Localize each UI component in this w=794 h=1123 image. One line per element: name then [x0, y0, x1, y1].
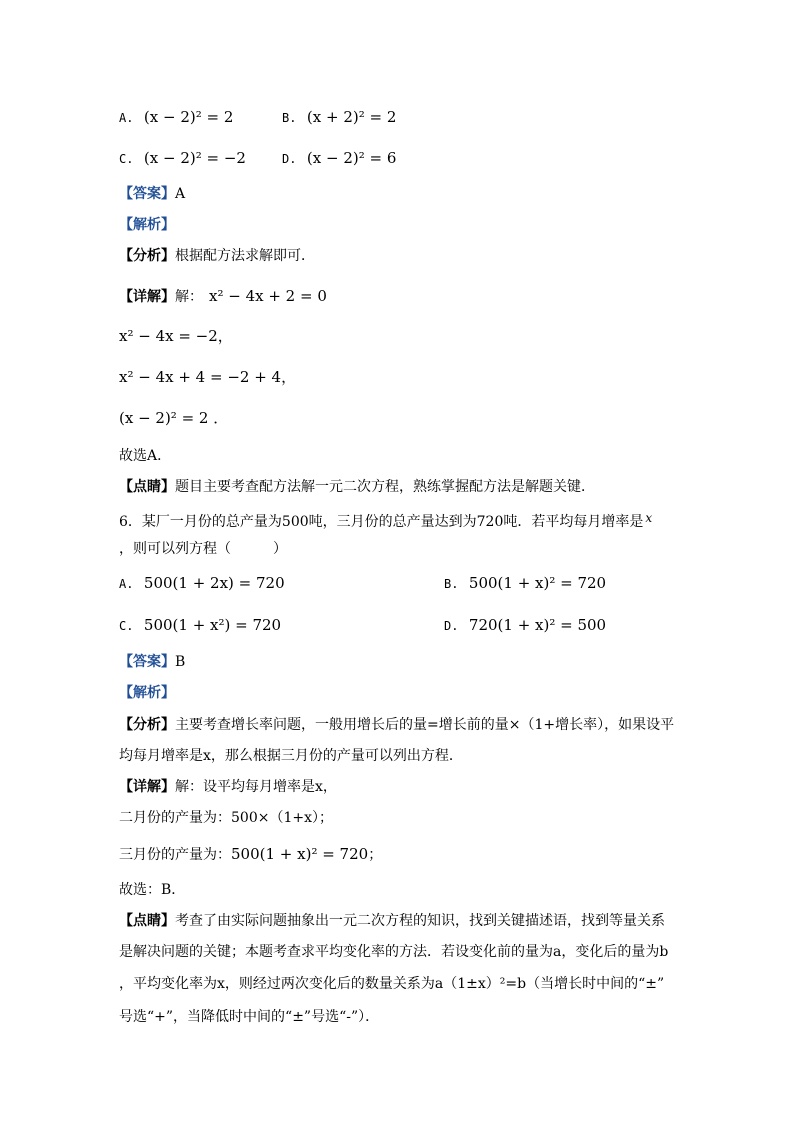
q6-option-b: B. 500(1 + x)² = 720 [444, 574, 607, 592]
q5-step-3: (x − 2)² = 2 ． [119, 409, 229, 427]
q5-option-c: C. (x − 2)² = −2 [119, 149, 246, 167]
q5-dianjing: 【点睛】题目主要考查配方法解一元二次方程，熟练掌握配方法是解题关键． [119, 479, 595, 495]
q6-march-line: 三月份的产量为：500(1 + x)² = 720； [119, 845, 383, 863]
q5-analysis-heading: 【解析】 [119, 217, 175, 233]
q6-fenxi-line-1: 【分析】主要考查增长率问题，一般用增长后的量=增长前的量×（1+增长率），如果设平 [119, 717, 675, 733]
q6-dianjing-line-3: ，平均变化率为x，则经过两次变化后的数量关系为a（1±x）²=b（当增长时中间的“±” [119, 976, 665, 992]
q6-option-c: C. 500(1 + x²) = 720 [119, 616, 282, 634]
q5-step-1: x² − 4x = −2， [119, 327, 233, 345]
q6-stem-line-2: ，则可以列方程（ ） [119, 541, 287, 557]
q6-conclusion: 故选：B． [119, 882, 186, 898]
q5-fenxi: 【分析】根据配方法求解即可． [119, 248, 315, 264]
q6-february-line: 二月份的产量为：500×（1+x）； [119, 810, 333, 826]
q6-dianjing-line-2: 是解决问题的关键；本题考查求平均变化率的方法．若设变化前的量为a，变化后的量为b [119, 944, 669, 960]
q5-option-a: A. (x − 2)² = 2 [119, 108, 234, 126]
q5-xiangjie: 【详解】解： x² − 4x + 2 = 0 [119, 287, 327, 305]
q6-dianjing-line-4: 号选“+”，当降低时中间的“±”号选“-”）． [119, 1009, 380, 1025]
q5-answer: 【答案】A [119, 186, 186, 202]
q6-stem-line-1: 6．某厂一月份的总产量为500吨，三月份的总产量达到为720吨．若平均每月增率是 x [119, 511, 653, 530]
q6-dianjing-line-1: 【点睛】考查了由实际问题抽象出一元二次方程的知识，找到关键描述语，找到等量关系 [119, 913, 665, 929]
q5-conclusion: 故选A． [119, 448, 172, 464]
q6-analysis-heading: 【解析】 [119, 685, 175, 701]
q5-option-d: D. (x − 2)² = 6 [282, 149, 397, 167]
q5-option-b: B. (x + 2)² = 2 [282, 108, 397, 126]
q6-option-a: A. 500(1 + 2x) = 720 [119, 574, 285, 592]
q6-xiangjie: 【详解】解：设平均每月增率是x， [119, 779, 337, 795]
q6-fenxi-line-2: 均每月增率是x，那么根据三月份的产量可以列出方程． [119, 748, 463, 764]
q5-step-2: x² − 4x + 4 = −2 + 4， [119, 368, 297, 386]
q6-answer: 【答案】B [119, 654, 186, 670]
q6-option-d: D. 720(1 + x)² = 500 [444, 616, 607, 634]
